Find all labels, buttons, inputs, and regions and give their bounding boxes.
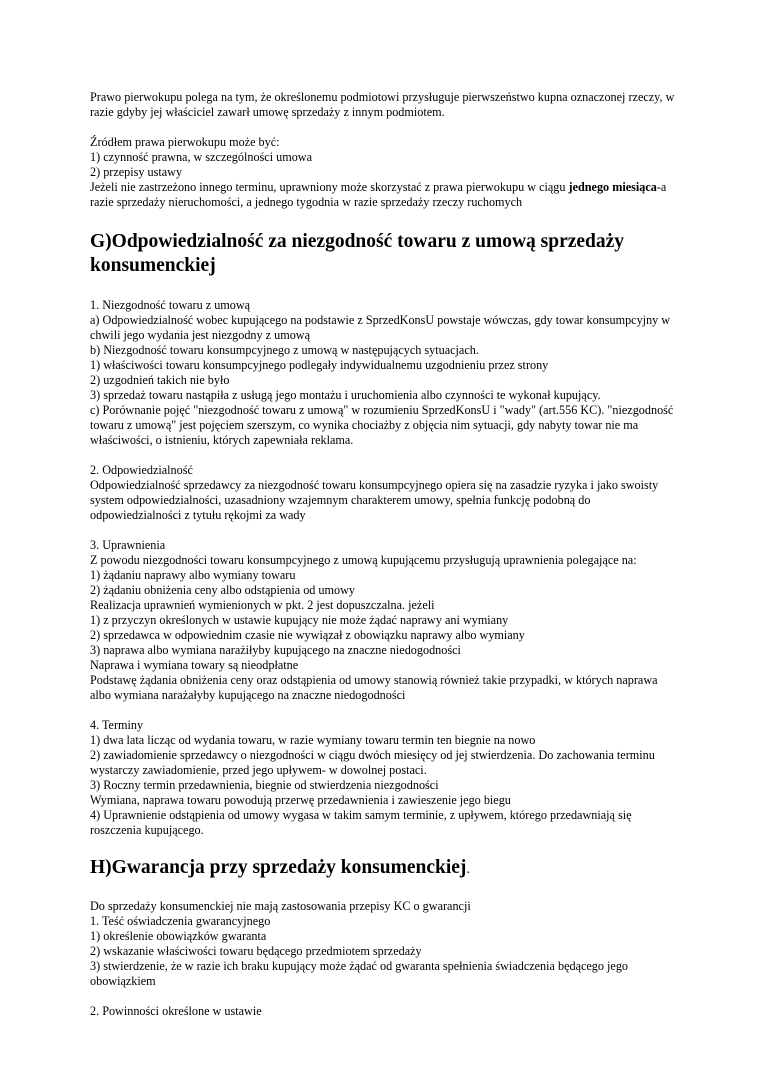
h1-line: 1. Teść oświadczenia gwarancyjnego bbox=[90, 914, 271, 928]
g2-line: Odpowiedzialność sprzedawcy za niezgodność towaru konsumpcyjnego opiera się na zasadzie ryzyka i jako swoisty system odpowiedzialności, uzasadniony wzajemnym charakterem umowy, spełnia funkcję podobną do odpowiedzialności z tytułu rękojmi za wady bbox=[90, 478, 659, 522]
g4-line: 4) Uprawnienie odstąpienia od umowy wygasa w takim samym terminie, z upływem, którego przedawniają się roszczenia kupującego. bbox=[90, 808, 632, 837]
h1-line: 3) stwierdzenie, że w razie ich braku kupujący może żądać od gwaranta spełnienia świadczenia będącego jego obowiązkiem bbox=[90, 959, 629, 988]
g3-line: 3) naprawa albo wymiana narażiłyby kupującego na znaczne niedogodności bbox=[90, 643, 461, 657]
intro-paragraph: Prawo pierwokupu polega na tym, że określonemu podmiotowi przysługuje pierwszeństwo kupna oznaczonej rzeczy, w razie gdyby jej właściciel zawarł umowę sprzedaży z innym podmiotem. bbox=[90, 90, 675, 119]
h1-line: 2) wskazanie właściwości towaru będącego przedmiotem sprzedaży bbox=[90, 944, 422, 958]
h1-line: Do sprzedaży konsumenckiej nie mają zastosowania przepisy KC o gwarancji bbox=[90, 899, 471, 913]
g3-line: 1) z przyczyn określonych w ustawie kupujący nie może żądać naprawy ani wymiany bbox=[90, 613, 509, 627]
term-paragraph bbox=[90, 180, 680, 210]
term-text: -a razie sprzedaży nieruchomości, a jednego tygodnia w razie sprzedaży rzeczy ruchomych bbox=[90, 180, 667, 209]
g2-line: 2. Odpowiedzialność bbox=[90, 463, 193, 477]
term-bold: jednego miesiąca bbox=[568, 180, 657, 194]
section-h-title: H)Gwarancja przy sprzedaży konsumenckiej bbox=[90, 857, 467, 878]
h1-line: 1) określenie obowiązków gwaranta bbox=[90, 929, 267, 943]
sources-heading: Źródłem prawa pierwokupu może być: bbox=[90, 135, 280, 149]
term-text: Jeżeli nie zastrzeżono innego terminu, uprawniony może skorzystać z prawa pierwokupu w ciągu bbox=[90, 180, 569, 194]
document-page bbox=[90, 90, 680, 1019]
g4-line: 1) dwa lata licząc od wydania towaru, w razie wymiany towaru termin ten biegnie na nowo bbox=[90, 733, 536, 747]
g3-line: 1) żądaniu naprawy albo wymiany towaru bbox=[90, 568, 296, 582]
h2-line: 2. Powinności określone w ustawie bbox=[90, 1004, 262, 1018]
section-g-heading: G)Odpowiedzialność za niezgodność towaru z umową sprzedaży konsumenckiej bbox=[90, 231, 625, 276]
g3-line: 2) żądaniu obniżenia ceny albo odstąpienia od umowy bbox=[90, 583, 355, 597]
g3-line: Realizacja uprawnień wymienionych w pkt. 2 jest dopuszczalna. jeżeli bbox=[90, 598, 435, 612]
g1-line: c) Porównanie pojęć "niezgodność towaru z umową" w rozumieniu SprzedKonsU i "wady" (art.556 KC). "niezgodność towaru z umową" jest pojęciem szerszym, co wynika chociażby z objęcia nim sytuacji, gdy nabyty towar nie ma właściwości, o istnieniu, których zapewniała reklama. bbox=[90, 403, 674, 447]
section-h-suffix: . bbox=[466, 862, 470, 877]
g4-line: 2) zawiadomienie sprzedawcy o niezgodności w ciągu dwóch miesięcy od jej stwierdzenia. Do zachowania terminu wystarczy zawiadomienie, przed jego upływem- w dowolnej postaci. bbox=[90, 748, 655, 777]
g4-line: 4. Terminy bbox=[90, 718, 144, 732]
g1-line: a) Odpowiedzialność wobec kupującego na podstawie z SprzedKonsU powstaje wówczas, gdy towar konsumpcyjny w chwili jego wydania jest niezgodny z umową bbox=[90, 313, 671, 342]
source-item: 1) czynność prawna, w szczególności umowa bbox=[90, 150, 313, 164]
source-item: 2) przepisy ustawy bbox=[90, 165, 183, 179]
g4-line: Wymiana, naprawa towaru powodują przerwę przedawnienia i zawieszenie jego biegu bbox=[90, 793, 511, 807]
g3-line: 3. Uprawnienia bbox=[90, 538, 166, 552]
g3-line: Podstawę żądania obniżenia ceny oraz odstąpienia od umowy stanowią również takie przypadki, w których naprawa albo wymiana narażałyby kupującego na znaczne niedogodności bbox=[90, 673, 658, 702]
g1-line: b) Niezgodność towaru konsumpcyjnego z umową w następujących sytuacjach. bbox=[90, 343, 479, 357]
g3-line: Z powodu niezgodności towaru konsumpcyjnego z umową kupującemu przysługują uprawnienia polegające na: bbox=[90, 553, 637, 567]
g3-line: Naprawa i wymiana towary są nieodpłatne bbox=[90, 658, 299, 672]
g3-line: 2) sprzedawca w odpowiednim czasie nie wywiązał z obowiązku naprawy albo wymiany bbox=[90, 628, 525, 642]
g1-line: 3) sprzedaż towaru nastąpiła z usługą jego montażu i uruchomienia albo czynności te wykonał kupujący. bbox=[90, 388, 601, 402]
section-h-heading bbox=[90, 856, 680, 882]
g1-line: 1. Niezgodność towaru z umową bbox=[90, 298, 251, 312]
g1-line: 1) właściwości towaru konsumpcyjnego podlegały indywidualnemu uzgodnieniu przez strony bbox=[90, 358, 549, 372]
g1-line: 2) uzgodnień takich nie było bbox=[90, 373, 230, 387]
g4-line: 3) Roczny termin przedawnienia, biegnie od stwierdzenia niezgodności bbox=[90, 778, 439, 792]
